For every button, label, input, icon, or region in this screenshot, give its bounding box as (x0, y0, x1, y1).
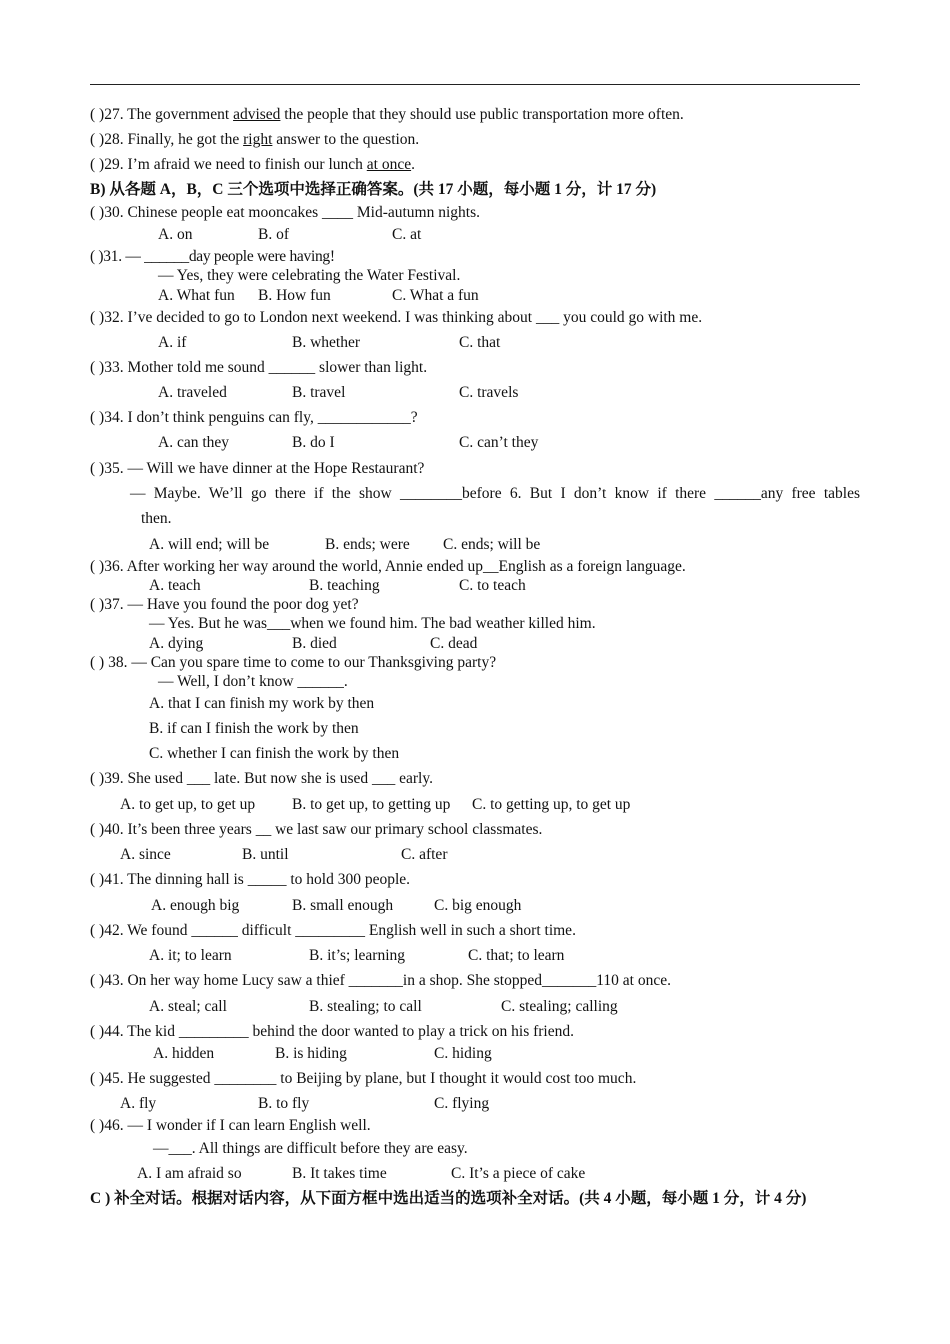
question-29: ( )29. I’m afraid we need to finish our lunch at once. (90, 156, 415, 173)
question-35-stem: ( )35. — Will we have dinner at the Hope Restaurant? (90, 460, 425, 477)
question-41-stem: ( )41. The dinning hall is _____ to hold 300 people. (90, 871, 411, 888)
question-32-stem: ( )32. I’ve decided to go to London next weekend. I was thinking about ___ you could go with me. (90, 309, 703, 326)
q34-option-a: A. can they (158, 434, 230, 451)
q38-option-a: A. that I can finish my work by then (149, 695, 375, 712)
question-28: ( )28. Finally, he got the right answer to the question. (90, 131, 420, 148)
q32-option-b: B. whether (292, 334, 361, 351)
question-35-reply: — Maybe. We’ll go there if the show ________before 6. But I don’t know if there ______any free tables (130, 485, 860, 502)
question-35-reply-cont: then. (141, 510, 172, 527)
q38-option-b: B. if can I finish the work by then (149, 720, 359, 737)
q41-option-b: B. small enough (292, 897, 394, 914)
q45-option-a: A. fly (120, 1095, 157, 1112)
q39-option-c: C. to getting up, to get up (472, 796, 631, 813)
question-37-reply: — Yes. But he was___when we found him. The bad weather killed him. (149, 615, 596, 632)
q43-option-b: B. stealing; to call (309, 998, 422, 1015)
question-39-stem: ( )39. She used ___ late. But now she is used ___ early. (90, 770, 433, 787)
q44-option-a: A. hidden (153, 1045, 215, 1062)
q35-option-c: C. ends; will be (443, 536, 541, 553)
q31-option-b: B. How fun (258, 287, 331, 304)
q30-option-a: A. on (158, 226, 193, 243)
q46-option-b: B. It takes time (292, 1165, 387, 1182)
question-30-stem: ( )30. Chinese people eat mooncakes ____ Mid-autumn nights. (90, 204, 481, 221)
q40-option-c: C. after (401, 846, 448, 863)
header-rule (90, 84, 860, 85)
q35-option-a: A. will end; will be (149, 536, 270, 553)
q31-option-c: C. What a fun (392, 287, 479, 304)
q39-option-a: A. to get up, to get up (120, 796, 256, 813)
question-37-stem: ( )37. — Have you found the poor dog yet? (90, 596, 359, 613)
q37-option-a: A. dying (149, 635, 204, 652)
question-31-stem: ( )31. — ______day people were having! (90, 248, 335, 265)
q36-option-a: A. teach (149, 577, 201, 594)
q34-option-c: C. can’t they (459, 434, 539, 451)
q39-option-b: B. to get up, to getting up (292, 796, 451, 813)
question-45-stem: ( )45. He suggested ________ to Beijing by plane, but I thought it would cost too much. (90, 1070, 637, 1087)
q34-option-b: B. do I (292, 434, 335, 451)
question-44-stem: ( )44. The kid _________ behind the door wanted to play a trick on his friend. (90, 1023, 574, 1040)
question-43-stem: ( )43. On her way home Lucy saw a thief _______in a shop. She stopped_______110 at once. (90, 972, 671, 989)
q33-option-c: C. travels (459, 384, 519, 401)
q32-option-c: C. that (459, 334, 501, 351)
q45-option-c: C. flying (434, 1095, 490, 1112)
question-33-stem: ( )33. Mother told me sound ______ slower than light. (90, 359, 428, 376)
q36-option-b: B. teaching (309, 577, 380, 594)
section-c-heading: C ) 补全对话。根据对话内容，从下面方框中选出适当的选项补全对话。(共 4 小题，每小题 1 分，计 4 分) (90, 1190, 807, 1207)
question-40-stem: ( )40. It’s been three years __ we last saw our primary school classmates. (90, 821, 543, 838)
question-38-stem: ( ) 38. — Can you spare time to come to our Thanksgiving party? (90, 654, 497, 671)
question-42-stem: ( )42. We found ______ difficult _________ English well in such a short time. (90, 922, 576, 939)
question-27: ( )27. The government advised the people that they should use public transportation more often. (90, 106, 684, 123)
q41-option-c: C. big enough (434, 897, 522, 914)
q41-option-a: A. enough big (151, 897, 240, 914)
q32-option-a: A. if (158, 334, 187, 351)
q37-option-b: B. died (292, 635, 337, 652)
q30-option-c: C. at (392, 226, 422, 243)
q43-option-a: A. steal; call (149, 998, 227, 1015)
q44-option-c: C. hiding (434, 1045, 492, 1062)
q33-option-a: A. traveled (158, 384, 227, 401)
q38-option-c: C. whether I can finish the work by then (149, 745, 400, 762)
q36-option-c: C. to teach (459, 577, 526, 594)
q46-option-a: A. I am afraid so (137, 1165, 242, 1182)
q40-option-a: A. since (120, 846, 171, 863)
q42-option-a: A. it; to learn (149, 947, 232, 964)
question-46-reply: —___. All things are difficult before they are easy. (153, 1140, 468, 1157)
q40-option-b: B. until (242, 846, 289, 863)
question-36-stem: ( )36. After working her way around the world, Annie ended up__English as a foreign language. (90, 558, 686, 575)
q45-option-b: B. to fly (258, 1095, 310, 1112)
q35-option-b: B. ends; were (325, 536, 410, 553)
section-b-heading: B) 从各题 A，B，C 三个选项中选择正确答案。(共 17 小题，每小题 1 分，计 17 分) (90, 181, 657, 198)
question-46-stem: ( )46. — I wonder if I can learn English well. (90, 1117, 371, 1134)
q46-option-c: C. It’s a piece of cake (451, 1165, 586, 1182)
q33-option-b: B. travel (292, 384, 346, 401)
q30-option-b: B. of (258, 226, 289, 243)
q37-option-c: C. dead (430, 635, 478, 652)
q42-option-b: B. it’s; learning (309, 947, 406, 964)
q43-option-c: C. stealing; calling (501, 998, 618, 1015)
q42-option-c: C. that; to learn (468, 947, 565, 964)
question-31-reply: — Yes, they were celebrating the Water Festival. (158, 267, 461, 284)
q44-option-b: B. is hiding (275, 1045, 347, 1062)
q31-option-a: A. What fun (158, 287, 235, 304)
question-34-stem: ( )34. I don’t think penguins can fly, ____________? (90, 409, 418, 426)
question-38-reply: — Well, I don’t know ______. (158, 673, 348, 690)
